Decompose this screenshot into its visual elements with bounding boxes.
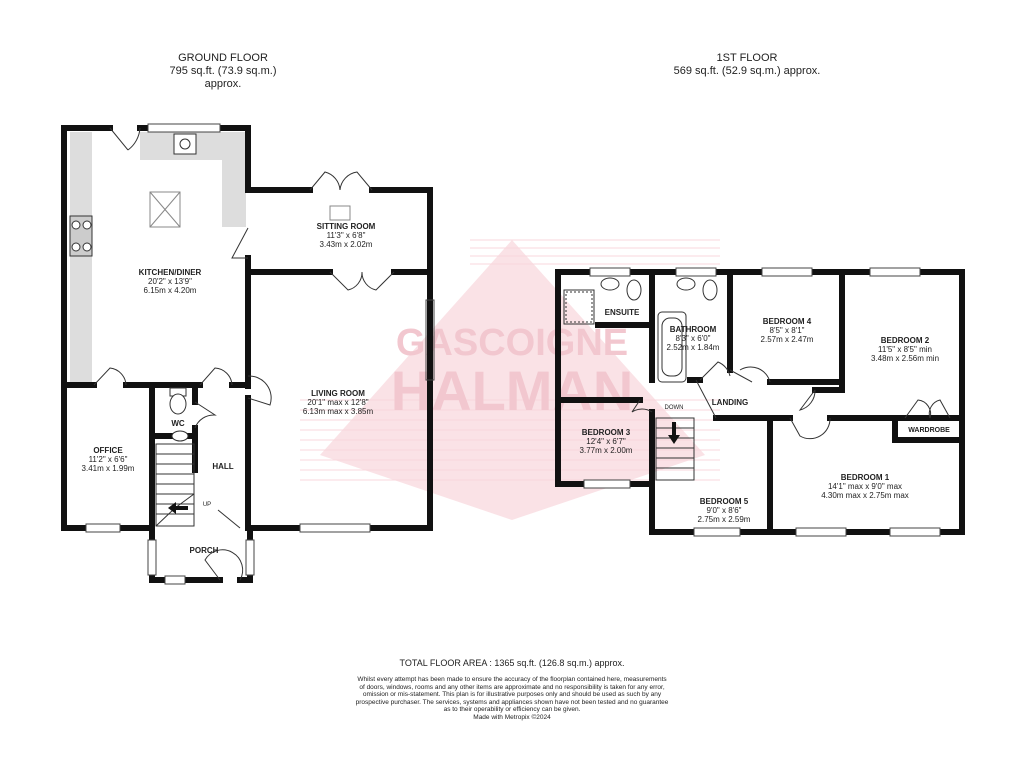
stair-up-label: UP — [202, 502, 212, 508]
room-landing — [712, 398, 748, 407]
ground-floor-area: 795 sq.ft. (73.9 sq.m.) approx. — [169, 65, 277, 90]
room-name: OFFICE — [93, 446, 123, 455]
room-name: HALL — [212, 462, 234, 471]
ground-floor-walls — [64, 128, 430, 580]
room-bedroom-5 — [698, 497, 751, 524]
room-hall — [212, 462, 233, 471]
room-kitchen-diner — [139, 268, 202, 295]
room-metric: 3.48m x 2.56m min — [870, 354, 940, 363]
room-bathroom — [667, 325, 720, 352]
room-sitting-room — [317, 222, 376, 249]
room-metric: 3.77m x 2.00m — [579, 446, 633, 455]
disclaimer-line: omission or mis-statement. This plan is for illustrative purposes only and should be used as such by any — [362, 691, 662, 699]
watermark-line-2: HALMAN — [390, 359, 634, 422]
room-metric: 4.30m max x 2.75m max — [821, 491, 909, 500]
room-name: SITTING ROOM — [316, 222, 376, 231]
room-name: BEDROOM 4 — [762, 317, 812, 326]
room-wc — [171, 419, 184, 428]
room-name: WC — [171, 419, 185, 428]
room-imperial: 8'5" x 8'1" — [769, 326, 805, 335]
room-porch — [190, 546, 219, 555]
ground-floor-name: GROUND FLOOR — [178, 52, 268, 64]
kitchen-counter — [70, 132, 246, 382]
room-name: ENSUITE — [604, 308, 640, 317]
room-name: PORCH — [189, 546, 219, 555]
room-imperial: 11'3" x 6'8" — [326, 231, 366, 240]
room-name: BEDROOM 5 — [699, 497, 749, 506]
disclaimer-line: as to their operability or efficiency can be given. — [443, 706, 581, 714]
watermark-logo — [300, 240, 720, 520]
watermark-line-1: GASCOIGNE — [395, 322, 629, 364]
room-metric: 3.43m x 2.02m — [319, 240, 373, 249]
room-metric: 2.57m x 2.47m — [760, 335, 814, 344]
room-metric: 3.41m x 1.99m — [81, 464, 135, 473]
room-name: BATHROOM — [669, 325, 717, 334]
room-imperial: 14'1" max x 9'0" max — [827, 482, 903, 491]
first-floor-area: 569 sq.ft. (52.9 sq.m.) approx. — [673, 65, 821, 77]
room-name: BEDROOM 3 — [581, 428, 631, 437]
room-imperial: 11'2" x 6'6" — [88, 455, 128, 464]
disclaimer-line: Whilst every attempt has been made to ensure the accuracy of the floorplan contained here, measurements — [357, 676, 667, 683]
room-imperial: 12'4" x 6'7" — [586, 437, 626, 446]
room-living-room — [303, 389, 373, 416]
total-floor-area: TOTAL FLOOR AREA : 1365 sq.ft. (126.8 sq.m.) approx. — [399, 658, 625, 668]
room-metric: 2.75m x 2.59m — [697, 515, 751, 524]
room-office — [82, 446, 135, 473]
room-name: LIVING ROOM — [311, 389, 365, 398]
disclaimer — [300, 676, 724, 722]
room-metric: 6.15m x 4.20m — [143, 286, 197, 295]
room-imperial: 8'3" x 6'0" — [675, 334, 711, 343]
disclaimer-line: of doors, windows, rooms and any other items are approximate and no responsibility is taken for any error, — [359, 683, 665, 691]
room-metric: 6.13m max x 3.85m — [302, 407, 374, 416]
room-bedroom-2 — [871, 336, 939, 363]
room-bedroom-1 — [821, 473, 909, 500]
room-name: BEDROOM 2 — [880, 336, 930, 345]
room-imperial: 11'5" x 8'5" min — [878, 345, 932, 354]
disclaimer-line: Made with Metropix ©2024 — [473, 713, 551, 721]
room-imperial: 20'2" x 13'9" — [148, 277, 192, 286]
room-name: KITCHEN/DINER — [138, 268, 202, 277]
room-imperial: 9'0" x 8'6" — [706, 506, 742, 515]
room-bedroom-3 — [580, 428, 633, 455]
room-imperial: 20'1" max x 12'8" — [307, 398, 369, 407]
room-name: BEDROOM 1 — [840, 473, 890, 482]
footer — [300, 658, 724, 722]
room-ensuite — [605, 308, 640, 317]
stair-down-label: DOWN — [664, 405, 684, 411]
room-bedroom-4 — [761, 317, 814, 344]
ground-staircase — [156, 444, 194, 526]
room-metric: 2.52m x 1.84m — [666, 343, 720, 352]
room-name: LANDING — [711, 398, 749, 407]
disclaimer-line: prospective purchaser. The services, systems and appliances shown have not been tested and no guarantee — [355, 698, 669, 706]
wardrobe-label: WARDROBE — [908, 427, 950, 434]
first-floor-name: 1ST FLOOR — [716, 52, 778, 64]
